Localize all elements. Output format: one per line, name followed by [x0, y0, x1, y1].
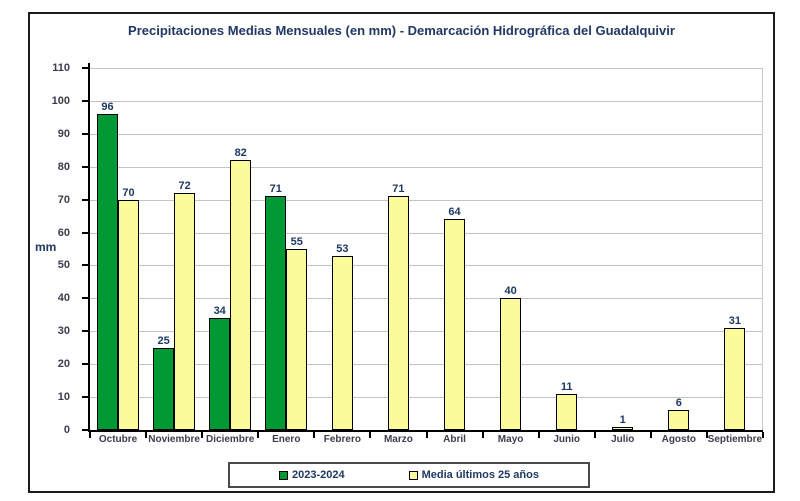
y-axis-tick-label: 50 [57, 259, 70, 272]
y-axis-tick-label: 80 [57, 160, 70, 173]
legend-swatch [279, 471, 288, 480]
bar [265, 196, 286, 430]
bar-value-label: 64 [448, 206, 461, 219]
x-axis-label: Junio [553, 434, 580, 445]
bar-wrap [265, 68, 286, 430]
bar-value-label: 53 [336, 242, 349, 255]
plot-area [51, 62, 763, 436]
y-axis-line [88, 63, 90, 430]
x-axis-label: Septiembre [707, 434, 763, 445]
category-group [258, 68, 314, 430]
category-group [146, 68, 202, 430]
x-axis-label: Abril [443, 434, 466, 445]
bar-wrap [668, 68, 689, 430]
bar-wrap [388, 68, 409, 430]
bar [286, 249, 307, 430]
y-axis-tick-label: 30 [57, 325, 70, 338]
category-group [370, 68, 426, 430]
legend-item [279, 469, 345, 481]
legend-swatch [409, 471, 418, 480]
category-group [651, 68, 707, 430]
bar-wrap [286, 68, 307, 430]
bar [332, 256, 353, 430]
bar [444, 219, 465, 430]
bar-value-label: 11 [560, 380, 573, 393]
bar-value-label: 82 [234, 147, 247, 160]
bar-wrap [612, 68, 633, 430]
category-group [707, 68, 763, 430]
category-group [595, 68, 651, 430]
bars [90, 68, 763, 430]
chart-title: Precipitaciones Medias Mensuales (en mm) - Demarcación Hidrográfica del Guadalquivir [128, 23, 675, 38]
chart-figure [28, 12, 775, 493]
bar-value-label: 31 [728, 314, 742, 327]
bar [500, 298, 521, 430]
y-axis-tick-label: 110 [52, 62, 70, 74]
category-group [426, 68, 482, 430]
bar [388, 196, 409, 430]
bar-wrap [230, 68, 251, 430]
legend-item [409, 469, 539, 481]
bar-value-label: 70 [122, 186, 135, 199]
y-axis-labels [32, 62, 80, 436]
legend-label: 2023-2024 [292, 469, 345, 481]
y-axis-tick-label: 60 [57, 226, 70, 239]
x-axis-label: Diciembre [206, 434, 255, 445]
bar-value-label: 72 [178, 180, 191, 193]
y-axis-tick-label: 70 [57, 193, 70, 206]
bar-value-label: 1 [619, 413, 626, 426]
x-axis-label: Febrero [323, 434, 361, 445]
y-axis-tick-label: 90 [57, 127, 70, 140]
x-axis-label: Enero [272, 434, 301, 445]
x-axis-label: Marzo [383, 434, 413, 445]
bar-wrap [97, 68, 118, 430]
category-group [483, 68, 539, 430]
bar-value-label: 6 [675, 397, 682, 410]
bar-value-label: 25 [157, 334, 170, 347]
bar-value-label: 40 [504, 285, 517, 298]
x-axis-label: Noviembre [148, 434, 200, 445]
bar [230, 160, 251, 430]
bar-wrap [153, 68, 174, 430]
bar-wrap [500, 68, 521, 430]
bar-value-label: 71 [269, 183, 282, 196]
bar [724, 328, 745, 430]
category-group [90, 68, 146, 430]
x-axis-label: Mayo [497, 434, 524, 445]
x-axis-label: Agosto [661, 434, 697, 445]
bar [118, 200, 139, 430]
bar [174, 193, 195, 430]
x-axis-labels [90, 434, 763, 445]
bar [97, 114, 118, 430]
y-axis-tick-label: 100 [51, 94, 70, 107]
y-axis-tick-label: 10 [57, 391, 70, 404]
y-axis-tick-label: 0 [63, 424, 70, 436]
bar-wrap [724, 68, 745, 430]
bar-wrap [209, 68, 230, 430]
bar-wrap [174, 68, 195, 430]
bar [556, 394, 577, 430]
bar [153, 348, 174, 430]
bar-wrap [556, 68, 577, 430]
x-axis-label: Julio [611, 434, 635, 445]
bar-wrap [118, 68, 139, 430]
bar-wrap [332, 68, 353, 430]
bar [209, 318, 230, 430]
category-group [202, 68, 258, 430]
bar-wrap [444, 68, 465, 430]
bar-value-label: 34 [213, 305, 226, 318]
y-axis-title: mm [35, 240, 57, 254]
y-axis-tick-label: 20 [57, 358, 70, 371]
y-axis-tick-label: 40 [57, 292, 70, 305]
bar-value-label: 55 [290, 236, 303, 248]
bar-value-label: 96 [101, 101, 114, 114]
category-group [539, 68, 595, 430]
x-axis-label: Octubre [98, 434, 138, 445]
legend-label: Media últimos 25 años [421, 469, 539, 481]
bar-value-label: 71 [392, 183, 405, 196]
legend [228, 462, 590, 488]
bar [668, 410, 689, 430]
category-group [314, 68, 370, 430]
